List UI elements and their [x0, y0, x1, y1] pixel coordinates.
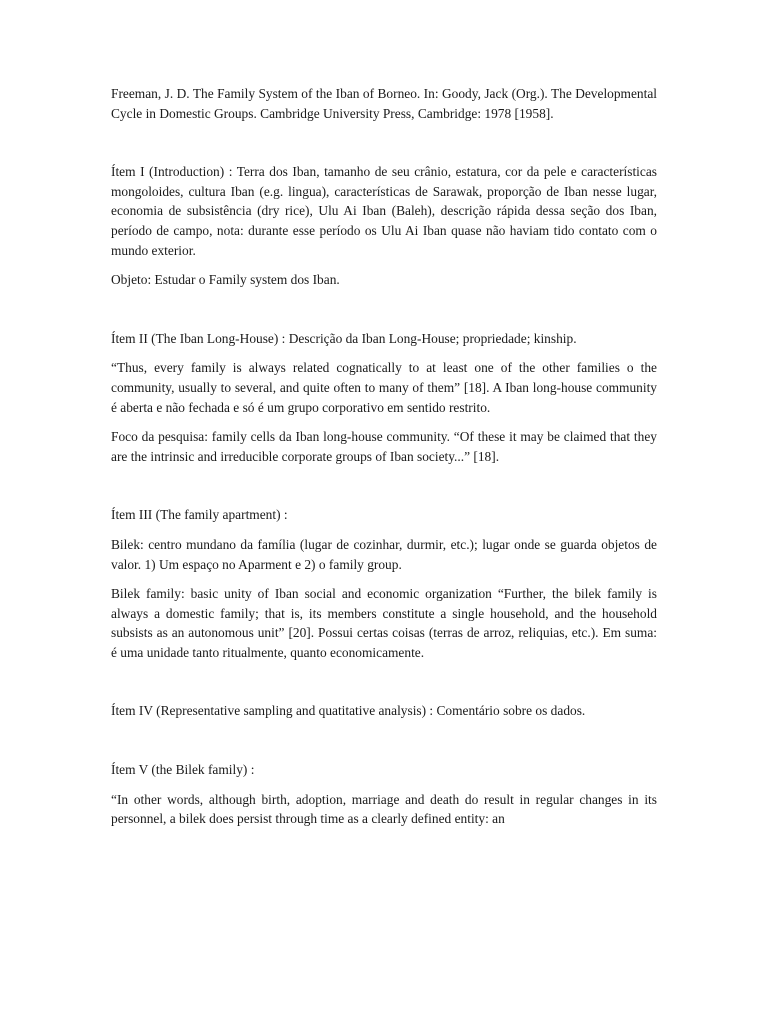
item-5-heading: Ítem V (the Bilek family) :	[111, 762, 255, 778]
bilek-family-paragraph: Bilek family: basic unity of Iban social and economic organization “Further, the bilek family is always a domestic family; that is, its members constitute a single household, and the household subsists as an autonomous unit” [20]. Possui certas coisas (terras de arroz, reliquias, etc.). Em suma: é uma unidade tanto ritualmente, quanto economicamente.	[111, 586, 657, 660]
item-4-heading: Ítem IV (Representative sampling and quatitative analysis) : Comentário sobre os dados.	[111, 703, 586, 719]
item-2-quote-paragraph: “Thus, every family is always related cognatically to at least one of the other families o the community, usually to several, and quite often to many of them” [18]. A Iban long-house community é aberta e não fechada e só é um grupo corporativo em sentido restrito.	[111, 360, 657, 415]
item-1-introduction: Ítem I (Introduction) : Terra dos Iban, tamanho de seu crânio, estatura, cor da pele e características mongoloides, cultura Iban (e.g. lingua), características de Sarawak, proporção de Iban nesse lugar, economia de subsistência (dry rice), Ulu Ai Iban (Baleh), descrição rápida dessa seção dos Iban, período de campo, nota: durante esse período os Ulu Ai Iban quase não haviam tido contato com o mundo exterior.	[111, 164, 657, 258]
bibliographic-reference: Freeman, J. D. The Family System of the Iban of Borneo. In: Goody, Jack (Org.). The Developmental Cycle in Domestic Groups. Cambridge University Press, Cambridge: 1978 [1958].	[111, 86, 657, 121]
item-5-quote-paragraph: “In other words, although birth, adoption, marriage and death do result in regular changes in its personnel, a bilek does persist through time as a clearly defined entity: an	[111, 791, 657, 827]
bilek-definition-paragraph: Bilek: centro mundano da família (lugar de cozinhar, durmir, etc.); lugar onde se guarda objetos de valor. 1) Um espaço no Aparment e 2) o family group.	[111, 536, 657, 572]
item-3-heading: Ítem III (The family apartment) :	[111, 507, 288, 523]
research-focus-paragraph: Foco da pesquisa: family cells da Iban long-house community. “Of these it may be claimed that they are the intrinsic and irreducible corporate groups of Iban society...” [18].	[111, 429, 657, 464]
item-2-heading: Ítem II (The Iban Long-House) : Descrição da Iban Long-House; propriedade; kinship.	[111, 330, 577, 346]
objective-paragraph: Objeto: Estudar o Family system dos Iban.	[111, 272, 340, 288]
